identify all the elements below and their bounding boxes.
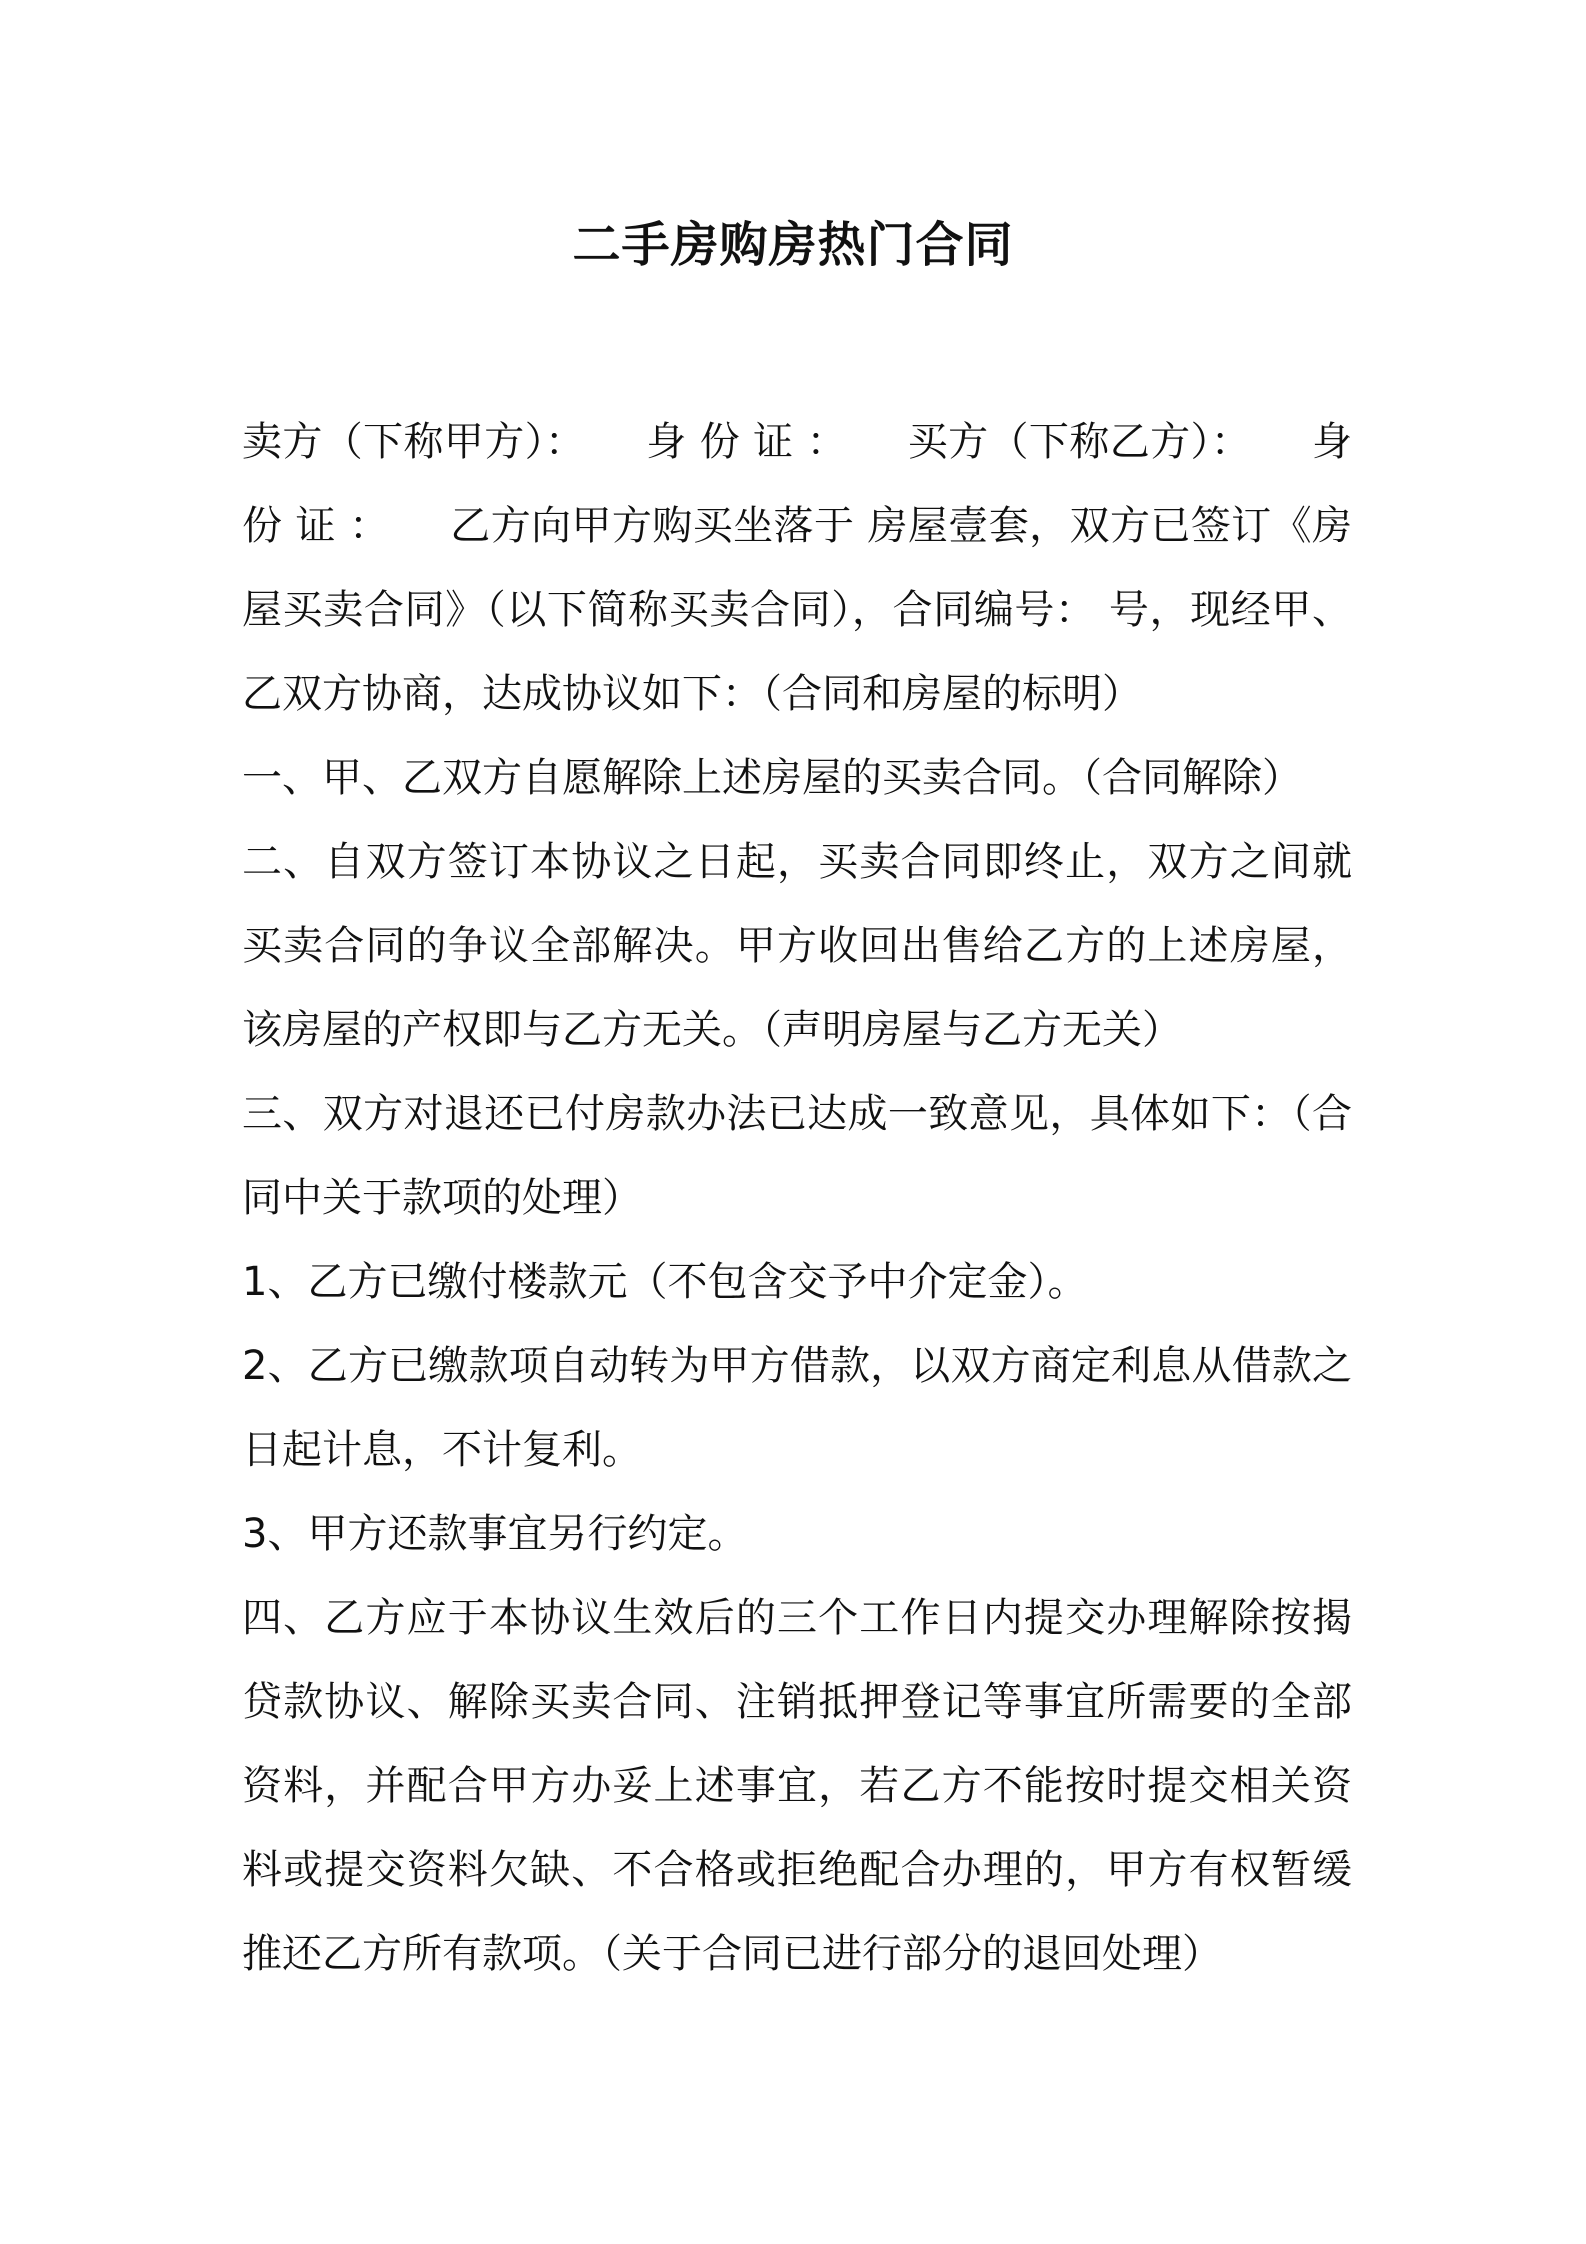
paragraph-clause-4: 四、乙方应于本协议生效后的三个工作日内提交办理解除按揭贷款协议、解除买卖合同、注销抵押登记等事宜所需要的全部资料，并配合甲方办妥上述事宜，若乙方不能按时提交相关资料或提交资料欠缺、不合格或拒绝配合办理的，甲方有权暂缓推还乙方所有款项。（关于合同已进行部分的退回处理） [242,1595,1352,1977]
paragraph-clause-3-item-2: 2、乙方已缴款项自动转为甲方借款，以双方商定利息从借款之日起计息，不计复利。 [242,1343,1352,1473]
document-body [242,400,1352,1996]
paragraph-parties: 卖方（下称甲方）： 身 份 证 ： 买方（下称乙方）： 身 份 证 ： 乙方向甲方购买坐落于 房屋壹套，双方已签订《房屋买卖合同》（以下简称买卖合同），合同编号： 号，现经甲、乙双方协商，达成协议如下：（合同和房屋的标明） [242,419,1352,717]
paragraph-clause-3-item-3: 3、甲方还款事宜另行约定。 [242,1511,748,1557]
paragraph-clause-3-item-1: 1、乙方已缴付楼款元（不包含交予中介定金）。 [242,1259,1088,1305]
paragraph-clause-2: 二、自双方签订本协议之日起，买卖合同即终止，双方之间就买卖合同的争议全部解决。甲方收回出售给乙方的上述房屋，该房屋的产权即与乙方无关。（声明房屋与乙方无关） [242,839,1352,1053]
paragraph-clause-1: 一、甲、乙双方自愿解除上述房屋的买卖合同。（合同解除） [242,755,1302,801]
document-title: 二手房购房热门合同 [572,217,1014,273]
paragraph-clause-3: 三、双方对退还已付房款办法已达成一致意见，具体如下：（合同中关于款项的处理） [242,1091,1352,1221]
